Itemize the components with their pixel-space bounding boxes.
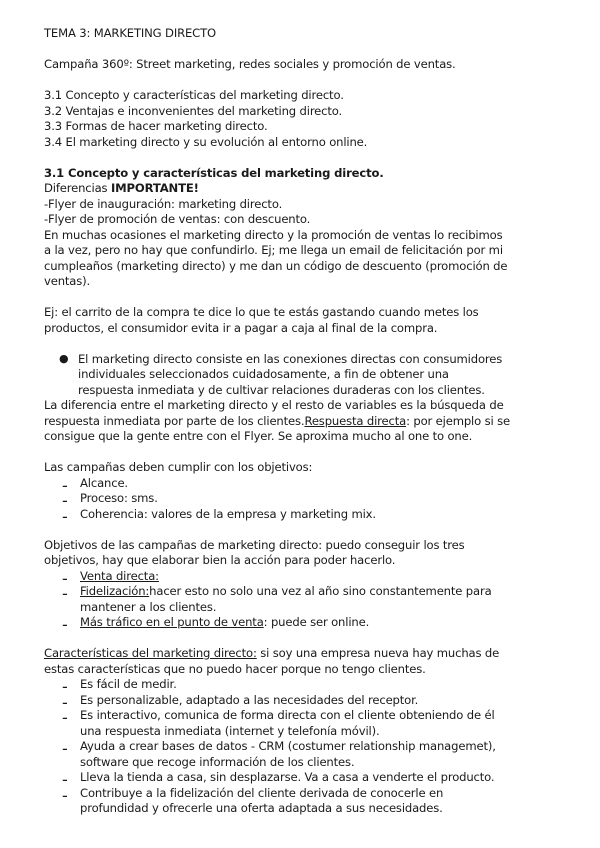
toc-item: 3.4 El marketing directo y su evolución al entorno online. xyxy=(44,134,368,149)
bullet-line: El marketing directo consiste en las conexiones directas con consumidores xyxy=(78,351,503,366)
campaign-line: Campaña 360º: Street marketing, redes sociales y promoción de ventas. xyxy=(44,57,456,71)
list-item: - Venta directa: xyxy=(62,568,159,588)
paragraph-line: En muchas ocasiones el marketing directo y la promoción de ventas lo recibimos xyxy=(44,227,503,242)
section-heading: 3.1 Concepto y características del marketing directo. xyxy=(44,165,384,180)
flyer-line: -Flyer de inauguración: marketing directo. xyxy=(44,196,283,211)
flyer-line: -Flyer de promoción de ventas: con descuento. xyxy=(44,212,311,226)
differences-line: Diferencias IMPORTANTE! xyxy=(44,181,199,195)
paragraph-line: Ej: el carrito de la compra te dice lo que te estás gastando cuando metes los xyxy=(44,305,479,319)
list-item: - Es interactivo, comunica de forma directa con el cliente obteniendo de él una respuesta inmediata (internet y telefonía móvil). xyxy=(62,708,495,738)
paragraph-shopping-cart xyxy=(44,305,560,336)
list-item: - Contribuye a la fidelización del cliente derivada de conocerle en profundidad y ofrecerle una oferta adaptada a sus necesidades. xyxy=(62,785,444,815)
list-item: - Coherencia: valores de la empresa y marketing mix. xyxy=(62,506,376,526)
characteristics-list xyxy=(44,677,560,817)
objectives-list xyxy=(44,568,560,634)
paragraph-line: ventas). xyxy=(44,274,91,288)
objectives-intro xyxy=(44,538,560,569)
bullet-item-definition xyxy=(44,352,560,399)
toc-item: 3.1 Concepto y características del marketing directo. xyxy=(44,88,344,102)
list-item: - Alcance. xyxy=(62,475,128,495)
campaign-objectives-list xyxy=(44,475,560,526)
characteristics-intro xyxy=(44,646,560,677)
paragraph-line: cumpleaños (marketing directo) y me dan un código de descuento (promoción de xyxy=(44,258,508,273)
paragraph-difference xyxy=(44,398,560,445)
paragraph-line: productos, el consumidor evita ir a pagar a caja al final de la compra. xyxy=(44,320,438,335)
list-item: - Es personalizable, adaptado a las necesidades del receptor. xyxy=(62,692,419,712)
table-of-contents xyxy=(44,88,560,150)
bullet-dot-icon: ● xyxy=(59,351,69,365)
bullet-line: respuesta inmediata y de cultivar relaciones duraderas con los clientes. xyxy=(78,382,485,397)
list-item: - Más tráfico en el punto de venta: puede ser online. xyxy=(62,615,370,634)
document-title: TEMA 3: MARKETING DIRECTO xyxy=(44,26,217,40)
paragraph-line: Objetivos de las campañas de marketing directo: puedo conseguir los tres xyxy=(44,537,465,552)
paragraph-confusion xyxy=(44,228,560,290)
paragraph-line: La diferencia entre el marketing directo y el resto de variables es la búsqueda de xyxy=(44,398,504,412)
paragraph-line: objetivos, hay que elaborar bien la acción para poder hacerlo. xyxy=(44,553,396,567)
list-item: - Es fácil de medir. xyxy=(62,677,177,696)
list-item: - Ayuda a crear bases de datos - CRM (costumer relationship managemet), software que recoge información de los clientes. xyxy=(62,739,496,769)
toc-item: 3.3 Formas de hacer marketing directo. xyxy=(44,119,268,133)
list-item: - Proceso: sms. xyxy=(62,491,158,510)
paragraph-line: a la vez, pero no hay que confundirlo. Ej; me llega un email de felicitación por mi xyxy=(44,243,503,257)
paragraph-line: estas características que no puedo hacer porque no tengo clientes. xyxy=(44,661,426,676)
paragraph-line: consigue que la gente entre con el Flyer. Se aproxima mucho al one to one. xyxy=(44,429,473,443)
toc-item: 3.2 Ventajas e inconvenientes del marketing directo. xyxy=(44,103,343,118)
paragraph-line: respuesta inmediata por parte de los clientes.Respuesta directa: por ejemplo si se xyxy=(44,413,510,428)
campaigns-intro: Las campañas deben cumplir con los objetivos: xyxy=(44,460,313,474)
bullet-line: individuales seleccionados cuidadosamente, a fin de obtener una xyxy=(78,367,449,381)
list-item: - Fidelización:hacer esto no solo una vez al año sino constantemente para mantener a los clientes. xyxy=(62,584,492,614)
document-page xyxy=(44,26,560,817)
paragraph-line: Características del marketing directo: si soy una empresa nueva hay muchas de xyxy=(44,646,500,660)
list-item: - Lleva la tienda a casa, sin desplazarse. Va a casa a venderte el producto. xyxy=(62,770,495,789)
